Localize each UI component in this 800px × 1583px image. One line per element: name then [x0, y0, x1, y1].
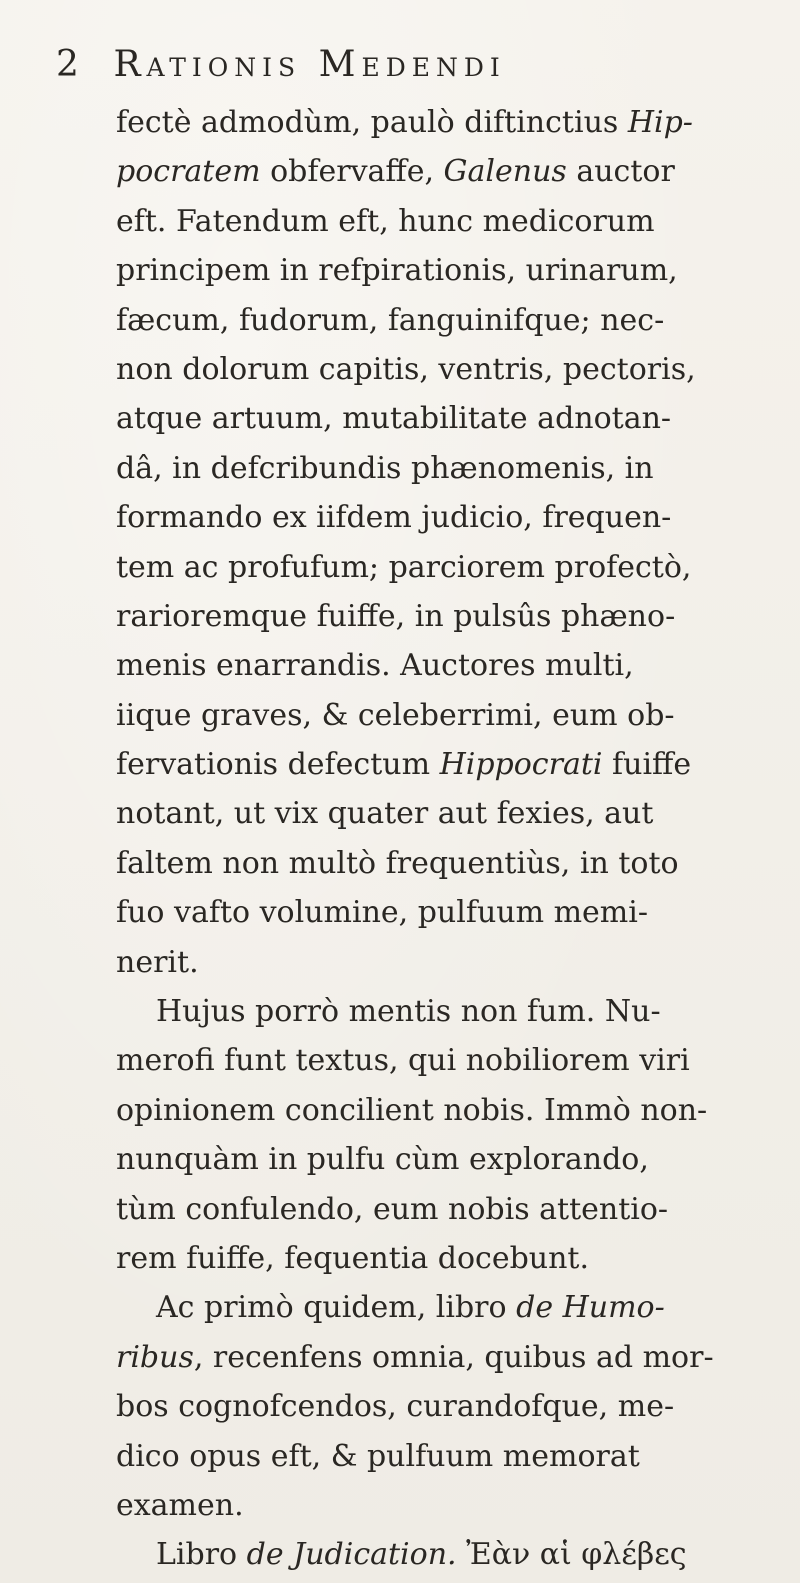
text-line	[116, 147, 788, 196]
text-line	[116, 938, 788, 987]
text-line	[116, 839, 788, 888]
text-line	[116, 1382, 788, 1431]
text-run: Ac primò quidem, libro	[156, 1290, 517, 1326]
text-run: bos cognofcendos, curandofque, me-	[116, 1389, 675, 1425]
italic-run: de Humo-	[516, 1290, 665, 1326]
text-line	[116, 98, 788, 147]
italic-run: Galenus	[443, 154, 567, 190]
text-run: examen.	[116, 1487, 244, 1523]
text-run: faltem non multò frequentiùs, in toto	[116, 845, 679, 881]
text-run: rem fuiffe, fequentia docebunt.	[116, 1240, 590, 1276]
text-run: opinionem concilient nobis. Immò non-	[116, 1092, 708, 1128]
text-run: , recenfens omnia, quibus ad mor-	[193, 1339, 714, 1375]
text-run: Libro	[156, 1537, 247, 1573]
text-run: tem ac profufum; parciorem profectò,	[116, 549, 692, 585]
italic-run: de Judication.	[246, 1537, 457, 1573]
text-run: fuo vafto volumine, pulfuum memi-	[116, 895, 648, 931]
text-run: auctor	[566, 154, 675, 190]
running-title: Rationis Medendi	[113, 44, 506, 85]
text-line	[116, 1234, 788, 1283]
text-line	[116, 444, 788, 493]
running-head	[56, 44, 776, 94]
text-line	[116, 740, 788, 789]
text-line	[116, 1530, 788, 1579]
text-run: nunquàm in pulfu cùm explorando,	[116, 1142, 649, 1178]
text-line	[116, 1481, 788, 1530]
italic-run: Hippocrati	[439, 747, 603, 783]
text-run: formando ex iifdem judicio, frequen-	[116, 500, 672, 536]
text-line	[116, 345, 788, 394]
text-run: principem in refpirationis, urinarum,	[116, 253, 678, 289]
text-run: Hujus porrò mentis non fum. Nu-	[156, 994, 661, 1030]
text-run: rarioremque fuiffe, in pulsûs phæno-	[116, 598, 676, 634]
italic-run: Hip-	[627, 105, 693, 140]
text-line	[116, 888, 788, 937]
text-line	[116, 543, 788, 592]
text-run: menis enarrandis. Auctores multi,	[116, 648, 634, 684]
text-line	[116, 1135, 788, 1184]
text-line	[116, 246, 788, 295]
text-line	[116, 1086, 788, 1135]
text-line	[116, 1432, 788, 1481]
text-run: nerit.	[116, 944, 199, 980]
text-line	[116, 296, 788, 345]
text-line	[116, 691, 788, 740]
text-run: eft. Fatendum eft, hunc medicorum	[116, 203, 655, 239]
text-run: atque artuum, mutabilitate adnotan-	[116, 401, 672, 437]
text-run: Ἐὰν αἱ φλέβες	[456, 1537, 687, 1573]
text-line	[116, 789, 788, 838]
text-run: fervationis defectum	[116, 747, 440, 783]
text-run: merofi funt textus, qui nobiliorem viri	[116, 1043, 690, 1079]
text-line	[116, 493, 788, 542]
text-run: notant, ut vix quater aut fexies, aut	[116, 796, 654, 832]
text-run: fæcum, fudorum, fanguinifque; nec-	[116, 302, 665, 338]
text-line	[116, 1283, 788, 1332]
italic-run: ribus	[116, 1339, 194, 1375]
text-run: non dolorum capitis, ventris, pectoris,	[116, 351, 696, 387]
text-line	[116, 1185, 788, 1234]
text-run: fectè admodùm, paulò diftinctius	[116, 105, 628, 140]
body-text	[116, 98, 788, 1580]
text-run: iique graves, & celeberrimi, eum ob-	[116, 697, 675, 733]
page-number: 2	[56, 44, 85, 85]
text-run: obfervaffe,	[260, 154, 444, 190]
text-run: tùm confulendo, eum nobis attentio-	[116, 1191, 669, 1227]
text-line	[116, 1036, 788, 1085]
text-line	[116, 592, 788, 641]
text-line	[116, 197, 788, 246]
text-line	[116, 987, 788, 1036]
text-line	[116, 394, 788, 443]
italic-run: pocratem	[116, 154, 261, 190]
text-run: dâ, in defcribundis phænomenis, in	[116, 450, 654, 486]
text-line	[116, 1333, 788, 1382]
text-run: fuiffe	[602, 747, 692, 783]
text-line	[116, 641, 788, 690]
text-run: dico opus eft, & pulfuum memorat	[116, 1438, 640, 1474]
